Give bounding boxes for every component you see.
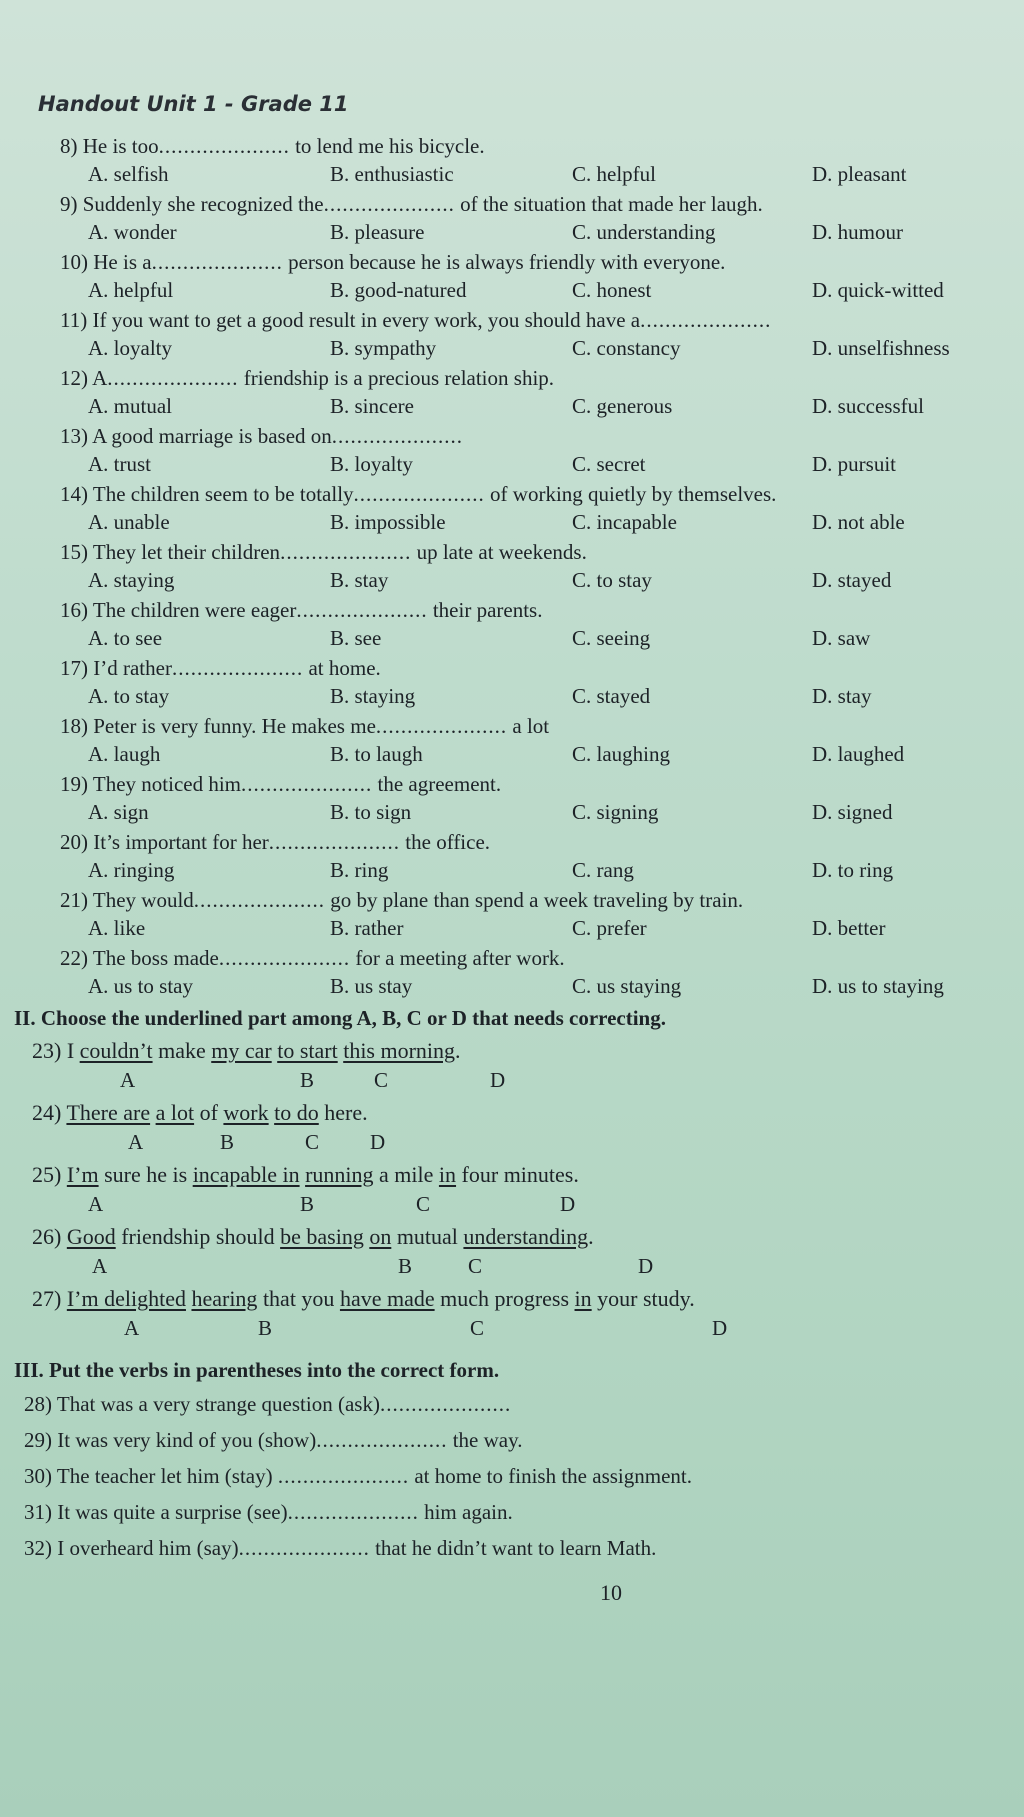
question-stem (60, 830, 490, 855)
option-letter: D (560, 1192, 576, 1216)
option-letter: D (370, 1130, 386, 1154)
sentence-text: of (194, 1100, 224, 1125)
question-text: of working quietly by themselves. (484, 482, 777, 506)
option-letter: B (220, 1130, 235, 1154)
error-item (0, 1286, 1000, 1348)
question-item (0, 134, 1000, 192)
answer-option: A. wonder (88, 220, 177, 244)
question-text: I overheard him (say) (57, 1536, 239, 1560)
error-sentence (32, 1100, 368, 1126)
option-letter: D (638, 1254, 654, 1278)
underlined-part: in (574, 1286, 592, 1311)
underlined-part: a lot (155, 1100, 195, 1125)
answer-blank: ..................... (238, 1536, 370, 1560)
answer-blank: ..................... (296, 598, 428, 622)
underlined-part: There are (66, 1100, 151, 1125)
handout-header: Handout Unit 1 - Grade 11 (38, 92, 349, 116)
option-letter: C (468, 1254, 483, 1278)
answer-blank: ..................... (375, 714, 508, 738)
underlined-part: have made (339, 1286, 435, 1311)
error-sentence (32, 1224, 594, 1250)
question-number: 26) (32, 1224, 67, 1249)
option-letter: B (300, 1068, 315, 1092)
answer-option: C. seeing (572, 626, 651, 650)
question-text: person because he is always friendly with everyone. (282, 250, 726, 274)
answer-option: D. quick-witted (812, 278, 944, 302)
verb-item (24, 1428, 522, 1453)
answer-option: A. to stay (88, 684, 170, 708)
question-text: I’d rather (93, 656, 172, 680)
sentence-text: sure he is (98, 1162, 193, 1187)
question-text: They noticed him (92, 772, 242, 796)
answer-option: B. loyalty (330, 452, 413, 476)
question-stem (60, 772, 501, 797)
question-stem (60, 250, 725, 275)
error-sentence (32, 1286, 695, 1312)
answer-option: C. generous (572, 394, 673, 418)
question-text: friendship is a precious relation ship. (238, 366, 555, 390)
sentence-text: that you (257, 1286, 340, 1311)
answer-option: A. ringing (88, 858, 175, 882)
answer-option: B. sincere (330, 394, 414, 418)
answer-blank: ..................... (323, 192, 455, 216)
question-text: He is a (93, 250, 152, 274)
answer-option: C. secret (572, 452, 646, 476)
answer-option: D. to ring (812, 858, 894, 882)
sentence-text: . (455, 1038, 461, 1063)
question-item (0, 250, 1000, 308)
error-sentence (32, 1162, 579, 1188)
question-stem (60, 482, 776, 507)
answer-option: A. trust (88, 452, 151, 476)
sentence-text: four minutes. (456, 1162, 579, 1187)
underlined-part: understanding (463, 1224, 589, 1249)
question-number: 9) (60, 192, 83, 216)
question-text: The boss made (92, 946, 219, 970)
question-text: Suddenly she recognized the (82, 192, 324, 216)
answer-option: B. rather (330, 916, 404, 940)
question-number: 14) (60, 482, 93, 506)
answer-option: D. us to staying (812, 974, 944, 998)
answer-option: D. successful (812, 394, 924, 418)
answer-option: A. sign (88, 800, 149, 824)
underlined-part: incapable in (192, 1162, 300, 1187)
option-letter: A (124, 1316, 140, 1340)
answer-blank: ..................... (193, 888, 326, 912)
question-text: It’s important for her (93, 830, 269, 854)
question-text: If you want to get a good result in every work, you should have a (92, 308, 641, 332)
answer-blank: ..................... (331, 424, 464, 448)
verb-item (24, 1536, 656, 1561)
question-number: 31) (24, 1500, 58, 1524)
answer-option: D. stayed (812, 568, 892, 592)
answer-option: D. pursuit (812, 452, 896, 476)
option-letter: D (712, 1316, 728, 1340)
answer-option: C. prefer (572, 916, 647, 940)
question-number: 8) (60, 134, 83, 158)
underlined-part: my car (211, 1038, 272, 1063)
question-number: 32) (24, 1536, 58, 1560)
question-text: at home to finish the assignment. (409, 1464, 692, 1488)
sentence-text: your study. (591, 1286, 695, 1311)
question-text: They would (92, 888, 194, 912)
question-text: He is too (82, 134, 159, 158)
question-stem (60, 598, 542, 623)
answer-option: C. laughing (572, 742, 670, 766)
answer-option: A. mutual (88, 394, 172, 418)
question-stem (60, 424, 463, 449)
answer-option: B. good-natured (330, 278, 467, 302)
question-number: 20) (60, 830, 94, 854)
option-letter: C (305, 1130, 320, 1154)
answer-option: C. understanding (572, 220, 716, 244)
question-number: 22) (60, 946, 93, 970)
question-text: A (92, 366, 108, 390)
answer-option: D. pleasant (812, 162, 907, 186)
sentence-text: make (152, 1038, 212, 1063)
option-letter: B (258, 1316, 273, 1340)
error-item (0, 1100, 1000, 1162)
question-item (0, 424, 1000, 482)
answer-option: D. not able (812, 510, 905, 534)
underlined-part: on (369, 1224, 392, 1249)
question-number: 17) (60, 656, 94, 680)
question-number: 28) (24, 1392, 57, 1416)
underlined-part: work (223, 1100, 269, 1125)
answer-option: D. signed (812, 800, 893, 824)
underlined-part: Good (66, 1224, 116, 1249)
question-number: 12) (60, 366, 93, 390)
option-letter: B (398, 1254, 413, 1278)
option-letter: D (490, 1068, 506, 1092)
verb-item (24, 1500, 513, 1525)
answer-option: B. stay (330, 568, 389, 592)
option-letter: A (92, 1254, 108, 1278)
answer-option: C. constancy (572, 336, 681, 360)
answer-option: D. stay (812, 684, 872, 708)
question-number: 25) (32, 1162, 67, 1187)
page-number: 10 (600, 1580, 622, 1605)
answer-option: D. humour (812, 220, 903, 244)
answer-blank: ..................... (316, 1428, 448, 1452)
answer-option: A. like (88, 916, 146, 940)
question-text: The children were eager (92, 598, 297, 622)
underlined-part: to start (277, 1038, 338, 1063)
question-text: to lend me his bicycle. (289, 134, 485, 158)
error-item (0, 1224, 1000, 1286)
sentence-text: a mile (373, 1162, 439, 1187)
question-stem (60, 540, 587, 565)
sentence-text: . (588, 1224, 594, 1249)
answer-blank: ..................... (151, 250, 283, 274)
question-item (0, 366, 1000, 424)
answer-option: A. helpful (88, 278, 174, 302)
question-stem (60, 134, 485, 159)
question-number: 29) (24, 1428, 58, 1452)
question-number: 13) (60, 424, 93, 448)
question-item (0, 830, 1000, 888)
answer-option: B. sympathy (330, 336, 437, 360)
question-number: 10) (60, 250, 94, 274)
question-item (0, 192, 1000, 250)
answer-option: A. us to stay (88, 974, 193, 998)
answer-option: D. better (812, 916, 886, 940)
option-letter: C (374, 1068, 389, 1092)
sentence-text: friendship should (115, 1224, 281, 1249)
option-letter: A (120, 1068, 136, 1092)
question-number: 21) (60, 888, 93, 912)
question-item (0, 308, 1000, 366)
question-text: a lot (507, 714, 550, 738)
answer-blank: ..................... (280, 540, 412, 564)
question-number: 11) (60, 308, 93, 332)
answer-blank: ..................... (171, 656, 304, 680)
question-number: 24) (32, 1100, 67, 1125)
answer-option: A. staying (88, 568, 175, 592)
answer-option: B. us stay (330, 974, 413, 998)
answer-option: A. selfish (88, 162, 169, 186)
underlined-part: hearing (191, 1286, 258, 1311)
underlined-part: running (305, 1162, 374, 1187)
answer-blank: ..................... (241, 772, 373, 796)
question-text: for a meeting after work. (350, 946, 565, 970)
question-item (0, 888, 1000, 946)
question-text: the way. (447, 1428, 523, 1452)
question-stem (60, 656, 381, 681)
question-number: 18) (60, 714, 94, 738)
option-letter: A (88, 1192, 104, 1216)
question-number: 19) (60, 772, 93, 796)
answer-option: C. stayed (572, 684, 651, 708)
option-letter: A (128, 1130, 144, 1154)
error-item (0, 1162, 1000, 1224)
answer-option: B. pleasure (330, 220, 425, 244)
error-item (0, 1038, 1000, 1100)
answer-option: A. to see (88, 626, 163, 650)
answer-option: B. to sign (330, 800, 412, 824)
question-number: 23) (32, 1038, 67, 1063)
option-letter: C (416, 1192, 431, 1216)
question-item (0, 772, 1000, 830)
question-text: The children seem to be totally (92, 482, 354, 506)
answer-option: D. unselfishness (812, 336, 950, 360)
answer-option: A. unable (88, 510, 170, 534)
sentence-text: mutual (391, 1224, 464, 1249)
answer-option: A. loyalty (88, 336, 172, 360)
question-text: that he didn’t want to learn Math. (369, 1536, 657, 1560)
underlined-part: I’m (66, 1162, 99, 1187)
answer-option: C. to stay (572, 568, 652, 592)
answer-blank: ..................... (379, 1392, 512, 1416)
underlined-part: couldn’t (79, 1038, 153, 1063)
question-stem (60, 308, 771, 333)
answer-option: B. impossible (330, 510, 446, 534)
question-number: 15) (60, 540, 93, 564)
section-3-title: III. Put the verbs in parentheses into the correct form. (14, 1358, 500, 1382)
underlined-part: to do (274, 1100, 319, 1125)
question-stem (60, 366, 554, 391)
answer-option: D. laughed (812, 742, 905, 766)
question-item (0, 482, 1000, 540)
question-text: the office. (400, 830, 491, 854)
underlined-part: I’m delighted (66, 1286, 186, 1311)
question-text: the agreement. (372, 772, 502, 796)
answer-option: C. us staying (572, 974, 682, 998)
answer-option: B. see (330, 626, 382, 650)
answer-blank: ..................... (268, 830, 401, 854)
answer-option: B. to laugh (330, 742, 423, 766)
sentence-text: I (66, 1038, 80, 1063)
question-text: up late at weekends. (411, 540, 587, 564)
answer-blank: ..................... (158, 134, 290, 158)
question-text: him again. (418, 1500, 513, 1524)
verb-item (24, 1392, 511, 1417)
question-item (0, 540, 1000, 598)
question-item (0, 598, 1000, 656)
answer-option: B. enthusiastic (330, 162, 454, 186)
answer-option: C. signing (572, 800, 659, 824)
section-2-title: II. Choose the underlined part among A, B, C or D that needs correcting. (14, 1006, 666, 1030)
error-sentence (32, 1038, 461, 1064)
question-stem (60, 946, 565, 971)
underlined-part: be basing (280, 1224, 364, 1249)
question-number: 27) (32, 1286, 67, 1311)
answer-option: C. rang (572, 858, 634, 882)
option-letter: C (470, 1316, 485, 1340)
answer-option: C. incapable (572, 510, 677, 534)
answer-option: B. staying (330, 684, 416, 708)
answer-blank: ..................... (107, 366, 239, 390)
answer-blank: ..................... (218, 946, 351, 970)
underlined-part: this morning (343, 1038, 456, 1063)
sentence-text: much progress (434, 1286, 575, 1311)
question-text: It was very kind of you (show) (57, 1428, 317, 1452)
question-item (0, 656, 1000, 714)
question-number: 30) (24, 1464, 57, 1488)
question-text: at home. (303, 656, 381, 680)
underlined-part: in (438, 1162, 457, 1187)
answer-option: C. honest (572, 278, 652, 302)
question-stem (60, 192, 763, 217)
answer-option: D. saw (812, 626, 871, 650)
question-item (0, 946, 1000, 1004)
answer-option: B. ring (330, 858, 389, 882)
question-text: That was a very strange question (ask) (56, 1392, 380, 1416)
question-text: The teacher let him (stay) (56, 1464, 278, 1488)
question-text: It was quite a surprise (see) (57, 1500, 288, 1524)
question-stem (60, 714, 549, 739)
question-stem (60, 888, 743, 913)
answer-blank: ..................... (277, 1464, 410, 1488)
question-text: A good marriage is based on (92, 424, 332, 448)
answer-blank: ..................... (640, 308, 772, 332)
question-text: go by plane than spend a week traveling by train. (325, 888, 744, 912)
answer-option: A. laugh (88, 742, 161, 766)
question-text: of the situation that made her laugh. (454, 192, 763, 216)
question-number: 16) (60, 598, 93, 622)
answer-blank: ..................... (287, 1500, 419, 1524)
answer-option: C. helpful (572, 162, 656, 186)
question-text: Peter is very funny. He makes me (93, 714, 376, 738)
answer-blank: ..................... (353, 482, 485, 506)
question-text: their parents. (427, 598, 543, 622)
question-text: They let their children (92, 540, 281, 564)
question-item (0, 714, 1000, 772)
verb-item (24, 1464, 692, 1489)
option-letter: B (300, 1192, 315, 1216)
sentence-text: here. (318, 1100, 368, 1125)
